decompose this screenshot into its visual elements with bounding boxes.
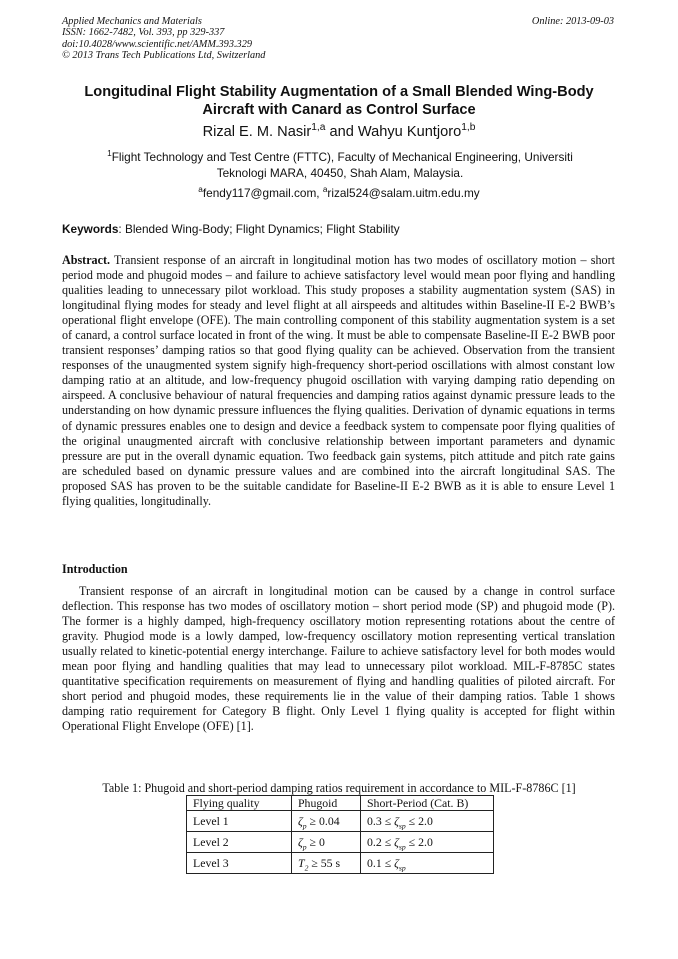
section-heading-introduction: Introduction bbox=[62, 562, 128, 576]
damping-ratio-table bbox=[186, 795, 494, 874]
author-2-affil: 1,b bbox=[461, 122, 476, 134]
short-period-cell bbox=[361, 853, 494, 874]
time-symbol: T bbox=[298, 856, 305, 870]
email-a-marker: a bbox=[198, 185, 203, 195]
level-cell: Level 1 bbox=[187, 811, 292, 832]
sp-upper: ≤ 2.0 bbox=[405, 835, 433, 849]
zeta-symbol: ζ bbox=[394, 856, 399, 870]
table-header-cell: Short-Period (Cat. B) bbox=[361, 796, 494, 811]
sp-lower: 0.3 ≤ bbox=[367, 814, 395, 828]
short-period-cell bbox=[361, 832, 494, 853]
issn-volume: ISSN: 1662-7482, Vol. 393, pp 329-337 bbox=[62, 27, 225, 39]
affiliation bbox=[90, 150, 590, 181]
copyright: © 2013 Trans Tech Publications Ltd, Switzerland bbox=[62, 49, 266, 61]
author-1: Rizal E. M. Nasir bbox=[202, 124, 312, 140]
table-caption: Table 1: Phugoid and short-period damping ratios requirement in accordance to MIL-F-8786C [1] bbox=[102, 781, 576, 795]
abstract-text: Transient response of an aircraft in longitudinal motion has two modes of oscillatory motion – short period mode and phugoid modes – and failure to achieve satisfactory level would mean poor flying and handling qualities leading to unnecessary pilot workload. This study proposes a stability augmentation system (SAS) in longitudinal flying modes for steady and level flight at all airspeeds and altitudes within Baseline-II E-2 BWB’s operational flight envelope (OFE). The main controlling component of this stability augmentation system is a set of canard, a control surface located in front of the wing. It must be able to compensate Baseline-II E-2 BWB poor transient responses’ damping ratios so that good flying quality can be achieved. Observation from the transient responses of the unaugmented system signify high-frequency short-period oscillations with almost constant low damping ratio at an altitude, and low-frequency phugoid oscillation with varying damping ratio depending on airspeed. A conclusive behaviour of natural frequencies and damping ratios against dynamic pressure leads to the understanding on how dynamic pressure influences the flying qualities. Derivation of dynamic equations in terms of dynamic pressures enables one to design and device a feedback system to compensate poor flying qualities of the original unaugmented aircraft with conclusive relationship between important parameters and dynamic pressure are put in the overall dynamic equation. Two feedback gain systems, pitch attitude and pitch rate gains are scheduled based on dynamic pressure values and are combined into the aircraft longitudinal SAS. The proposed SAS has proven to be the suitable candidate for Baseline-II E-2 BWB as it is able to ensure Level 1 flying qualities, longitudinally. bbox=[62, 253, 615, 508]
author-conjunction: and bbox=[325, 124, 358, 140]
abstract-label: Abstract. bbox=[62, 253, 111, 267]
zeta-symbol: ζ bbox=[298, 835, 303, 849]
zeta-symbol: ζ bbox=[394, 814, 399, 828]
table-header-row bbox=[187, 796, 494, 811]
introduction-paragraph: Transient response of an aircraft in longitudinal motion can be caused by a change in control surface deflection. This response has two modes of oscillatory motion – short period mode (SP) and phugoid mode (P). The former is a highly damped, high-frequency oscillatory motion representing rotations about the centre of gravity. Phugiod mode is a lowly damped, low-frequency oscillatory motion representing vertical translation usually related to kinetic-potential energy interchange. Failure to achieve satisfactory level for both modes would mean poor flying and handling qualities that may lead to unnecessary pilot workload. MIL-F-8785C states quantitative specification requirements on measurement of flying and handling qualities of piloted aircraft. For short period and phugoid modes, these requirements lie in the value of their damping ratios. Table 1 shows damping ratio requirement for Category B flight. Only Level 1 flying quality is accepted for flight within Operational Flight Envelope (OFE) [1]. bbox=[62, 584, 615, 734]
level-cell: Level 2 bbox=[187, 832, 292, 853]
sp-upper: ≤ 2.0 bbox=[405, 814, 433, 828]
short-period-cell bbox=[361, 811, 494, 832]
keywords bbox=[62, 222, 400, 236]
keywords-label: Keywords bbox=[62, 222, 119, 236]
online-date: Online: 2013-09-03 bbox=[531, 16, 614, 27]
paper-title: Longitudinal Flight Stability Augmentation of a Small Blended Wing-Body Aircraft with Canard as Control Surface bbox=[84, 84, 594, 118]
phugoid-value: ≥ 0 bbox=[306, 835, 325, 849]
phugoid-cell bbox=[292, 811, 361, 832]
subscript: 2 bbox=[304, 863, 309, 873]
affiliation-marker: 1 bbox=[107, 149, 112, 159]
journal-header bbox=[62, 16, 265, 61]
email-b-marker: a bbox=[322, 185, 328, 195]
author-1-affil: 1,a bbox=[311, 122, 326, 134]
table-row bbox=[187, 811, 494, 832]
subscript: p bbox=[302, 821, 307, 831]
sp-lower: 0.1 ≤ bbox=[367, 856, 395, 870]
table-header-cell: Phugoid bbox=[292, 796, 361, 811]
subscript: p bbox=[302, 842, 307, 852]
zeta-symbol: ζ bbox=[394, 835, 399, 849]
table-row bbox=[187, 853, 494, 874]
phugoid-cell bbox=[292, 853, 361, 874]
phugoid-value: ≥ 0.04 bbox=[306, 814, 340, 828]
author-2: Wahyu Kuntjoro bbox=[357, 124, 462, 140]
sp-lower: 0.2 ≤ bbox=[367, 835, 395, 849]
affiliation-text: Flight Technology and Test Centre (FTTC), Faculty of Mechanical Engineering, Universiti Teknologi MARA, 40450, Shah Alam, Malaysia. bbox=[111, 150, 573, 180]
phugoid-cell bbox=[292, 832, 361, 853]
phugoid-value: ≥ 55 s bbox=[308, 856, 341, 870]
level-cell: Level 3 bbox=[187, 853, 292, 874]
subscript: sp bbox=[398, 821, 406, 831]
email-a: fendy117@gmail.com, bbox=[202, 186, 323, 200]
abstract bbox=[62, 253, 615, 509]
table-row bbox=[187, 832, 494, 853]
doi: doi:10.4028/www.scientific.net/AMM.393.329 bbox=[62, 38, 252, 50]
zeta-symbol: ζ bbox=[298, 814, 303, 828]
author-line bbox=[62, 123, 616, 141]
subscript: sp bbox=[398, 842, 406, 852]
table-header-cell: Flying quality bbox=[187, 796, 292, 811]
journal-name: Applied Mechanics and Materials bbox=[62, 16, 202, 27]
subscript: sp bbox=[398, 863, 406, 873]
keywords-text: : Blended Wing-Body; Flight Dynamics; Flight Stability bbox=[118, 222, 400, 236]
email-b: rizal524@salam.uitm.edu.my bbox=[327, 186, 480, 200]
email-line bbox=[62, 186, 616, 201]
